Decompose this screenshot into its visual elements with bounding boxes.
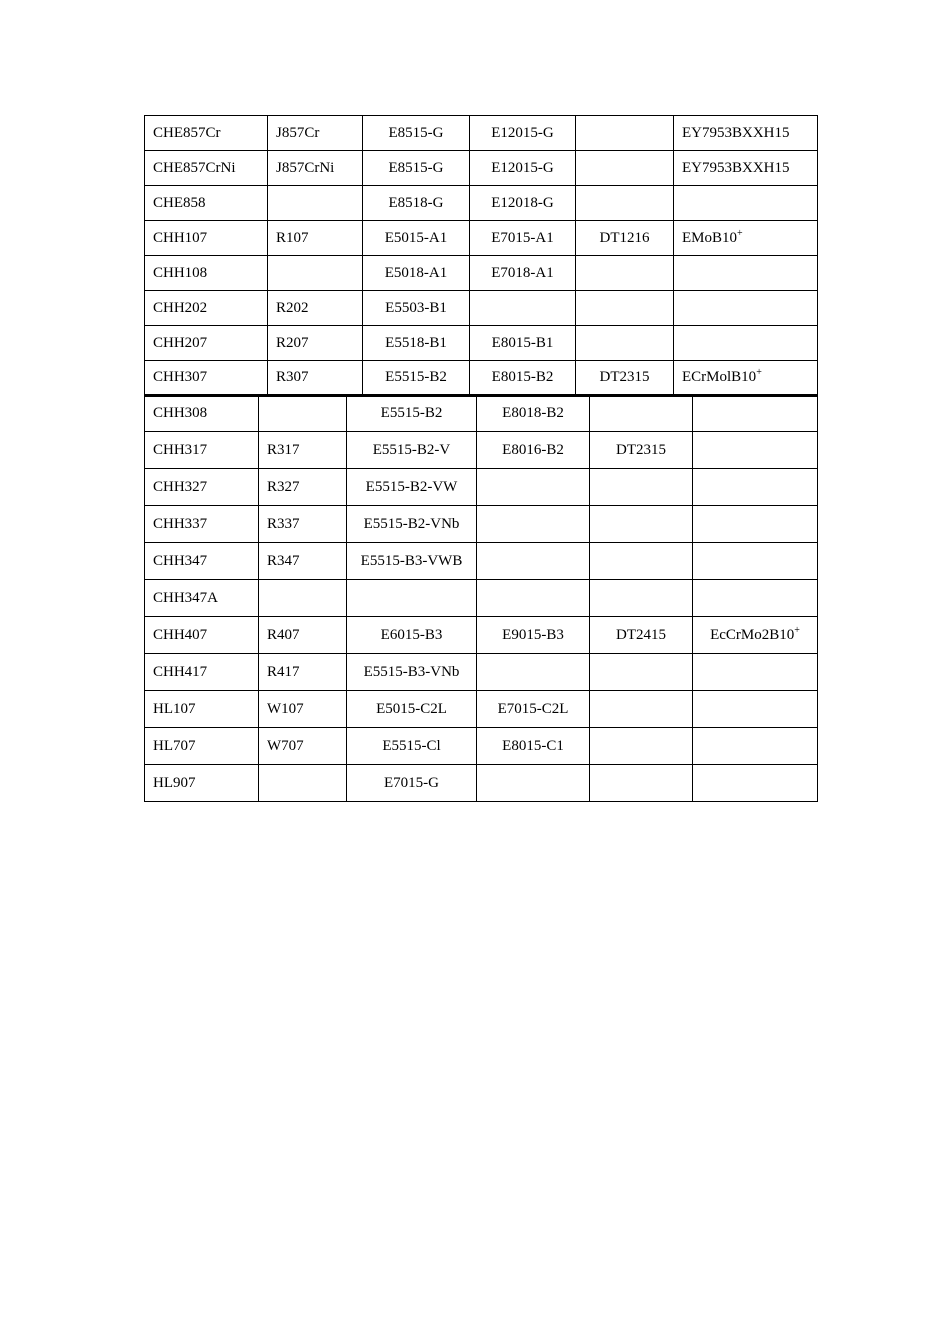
model-cell xyxy=(145,116,268,151)
aws-code-cell-text: E5515-B2-V xyxy=(372,441,451,458)
aws-code-cell-text: E8515-G xyxy=(388,159,444,176)
aws-code-cell-text: E8515-G xyxy=(388,124,444,141)
model-cell xyxy=(145,432,259,469)
aws-alt-code-cell-text: E12015-G xyxy=(491,124,554,141)
aws-code-cell-text: E5515-B2-VNb xyxy=(363,515,460,532)
table-row xyxy=(145,543,818,580)
model-cell-text: CHH407 xyxy=(153,626,208,643)
aws-code-cell-text: E5515-B2 xyxy=(380,404,443,421)
standard-code-cell xyxy=(693,469,818,506)
aws-alt-code-cell xyxy=(477,580,590,617)
model-cell-text: CHH108 xyxy=(153,264,208,281)
aws-alt-code-cell xyxy=(470,291,576,326)
table-top-body xyxy=(145,116,818,396)
table-row xyxy=(145,506,818,543)
standard-code-cell xyxy=(693,728,818,765)
superscript-mark: + xyxy=(737,227,743,239)
gb-code-cell-text: R207 xyxy=(276,334,309,351)
gb-code-cell-text: R317 xyxy=(267,441,300,458)
aws-code-cell-text: E6015-B3 xyxy=(380,626,443,643)
jis-code-cell xyxy=(590,543,693,580)
jis-code-cell xyxy=(590,580,693,617)
aws-alt-code-cell xyxy=(470,326,576,361)
table-row xyxy=(145,469,818,506)
gb-code-cell xyxy=(268,221,363,256)
aws-alt-code-cell-text: E8016-B2 xyxy=(502,441,564,458)
standard-code-cell xyxy=(693,580,818,617)
aws-alt-code-cell xyxy=(477,765,590,802)
table-row xyxy=(145,116,818,151)
aws-code-cell-text: E5515-Cl xyxy=(382,737,441,754)
gb-code-cell-text: R417 xyxy=(267,663,300,680)
aws-alt-code-cell xyxy=(470,361,576,396)
standard-code-cell xyxy=(693,395,818,432)
aws-alt-code-cell xyxy=(477,432,590,469)
aws-code-cell xyxy=(347,543,477,580)
aws-code-cell-text: E5515-B2 xyxy=(385,369,447,386)
aws-code-cell xyxy=(363,361,470,396)
gb-code-cell-text: R407 xyxy=(267,626,300,643)
aws-alt-code-cell xyxy=(470,116,576,151)
model-cell xyxy=(145,506,259,543)
jis-code-cell xyxy=(576,186,674,221)
model-cell xyxy=(145,361,268,396)
aws-alt-code-cell xyxy=(470,221,576,256)
gb-code-cell xyxy=(268,326,363,361)
aws-code-cell xyxy=(363,291,470,326)
table-row xyxy=(145,765,818,802)
gb-code-cell xyxy=(259,580,347,617)
aws-code-cell xyxy=(347,580,477,617)
gb-code-cell xyxy=(259,432,347,469)
aws-code-cell xyxy=(347,469,477,506)
aws-alt-code-cell xyxy=(470,151,576,186)
aws-alt-code-cell-text: E7015-A1 xyxy=(491,229,554,246)
gb-code-cell-text: W107 xyxy=(267,700,304,717)
aws-code-cell xyxy=(363,186,470,221)
gb-code-cell xyxy=(259,728,347,765)
model-cell xyxy=(145,580,259,617)
standard-code-cell xyxy=(674,256,818,291)
standard-code-cell xyxy=(674,151,818,186)
electrode-table-bottom xyxy=(144,394,818,802)
standard-code-cell xyxy=(674,186,818,221)
gb-code-cell xyxy=(259,691,347,728)
model-cell-text: CHH202 xyxy=(153,299,208,316)
gb-code-cell xyxy=(259,395,347,432)
aws-code-cell-text: E5518-B1 xyxy=(385,334,447,351)
standard-code-cell-text: ECrMolB10 xyxy=(682,369,757,386)
gb-code-cell-text: R337 xyxy=(267,515,300,532)
gb-code-cell xyxy=(259,654,347,691)
aws-alt-code-cell-text: E7015-C2L xyxy=(497,700,569,717)
table-bottom-body xyxy=(145,395,818,802)
aws-alt-code-cell-text: E12015-G xyxy=(491,159,554,176)
table-row xyxy=(145,256,818,291)
gb-code-cell xyxy=(259,543,347,580)
model-cell-text: CHH107 xyxy=(153,229,208,246)
model-cell-text: CHH207 xyxy=(153,334,208,351)
jis-code-cell xyxy=(590,765,693,802)
aws-alt-code-cell xyxy=(477,617,590,654)
standard-code-cell-text: EcCrMo2B10 xyxy=(710,626,795,643)
model-cell xyxy=(145,151,268,186)
table-row xyxy=(145,691,818,728)
aws-code-cell-text: E5015-A1 xyxy=(384,229,448,246)
model-cell xyxy=(145,469,259,506)
model-cell-text: CHH307 xyxy=(153,369,208,386)
standard-code-cell xyxy=(674,361,818,396)
standard-code-cell xyxy=(693,617,818,654)
aws-alt-code-cell xyxy=(470,256,576,291)
jis-code-cell xyxy=(590,728,693,765)
standard-code-cell xyxy=(693,765,818,802)
standard-code-cell xyxy=(693,506,818,543)
table-row xyxy=(145,432,818,469)
jis-code-cell xyxy=(576,361,674,396)
model-cell-text: HL907 xyxy=(153,774,196,791)
standard-code-cell xyxy=(674,326,818,361)
jis-code-cell-text: DT2415 xyxy=(616,626,666,643)
aws-alt-code-cell-text: E8018-B2 xyxy=(502,404,564,421)
aws-code-cell-text: E5515-B3-VWB xyxy=(360,552,463,569)
table-row xyxy=(145,221,818,256)
aws-code-cell xyxy=(347,506,477,543)
aws-code-cell xyxy=(347,728,477,765)
jis-code-cell xyxy=(590,469,693,506)
jis-code-cell xyxy=(576,291,674,326)
aws-alt-code-cell-text: E8015-C1 xyxy=(502,737,564,754)
superscript-mark: + xyxy=(756,367,762,379)
table-row xyxy=(145,617,818,654)
aws-alt-code-cell xyxy=(477,691,590,728)
aws-code-cell-text: E5503-B1 xyxy=(385,299,447,316)
model-cell-text: CHE858 xyxy=(153,194,206,211)
gb-code-cell-text: R107 xyxy=(276,229,309,246)
model-cell xyxy=(145,221,268,256)
table-row xyxy=(145,326,818,361)
model-cell-text: CHH347A xyxy=(153,589,219,606)
gb-code-cell xyxy=(259,765,347,802)
aws-alt-code-cell-text: E12018-G xyxy=(491,194,554,211)
model-cell-text: HL707 xyxy=(153,737,196,754)
gb-code-cell xyxy=(268,116,363,151)
model-cell-text: CHH337 xyxy=(153,515,208,532)
standard-code-cell-text: EMoB10 xyxy=(682,229,738,246)
standard-code-cell xyxy=(693,654,818,691)
model-cell xyxy=(145,291,268,326)
standard-code-cell xyxy=(674,221,818,256)
model-cell xyxy=(145,654,259,691)
aws-code-cell xyxy=(363,326,470,361)
model-cell-text: CHE857Cr xyxy=(153,124,221,141)
table-row xyxy=(145,151,818,186)
aws-code-cell xyxy=(347,395,477,432)
electrode-table-top xyxy=(144,115,818,397)
standard-code-cell xyxy=(693,691,818,728)
jis-code-cell xyxy=(576,326,674,361)
table-row xyxy=(145,395,818,432)
model-cell xyxy=(145,326,268,361)
model-cell xyxy=(145,691,259,728)
gb-code-cell-text: W707 xyxy=(267,737,304,754)
gb-code-cell-text: R202 xyxy=(276,299,309,316)
model-cell xyxy=(145,728,259,765)
table-row xyxy=(145,580,818,617)
gb-code-cell-text: J857Cr xyxy=(276,124,320,141)
aws-alt-code-cell xyxy=(477,543,590,580)
standard-code-cell-text: EY7953BXXH15 xyxy=(682,124,790,141)
jis-code-cell xyxy=(576,116,674,151)
gb-code-cell xyxy=(268,256,363,291)
aws-alt-code-cell xyxy=(477,506,590,543)
aws-code-cell-text: E5018-A1 xyxy=(384,264,448,281)
model-cell xyxy=(145,765,259,802)
aws-code-cell-text: E5015-C2L xyxy=(376,700,447,717)
aws-alt-code-cell xyxy=(477,395,590,432)
aws-alt-code-cell-text: E7018-A1 xyxy=(491,264,554,281)
aws-code-cell xyxy=(363,116,470,151)
gb-code-cell-text: R327 xyxy=(267,478,300,495)
model-cell-text: CHH308 xyxy=(153,404,208,421)
jis-code-cell xyxy=(590,432,693,469)
aws-alt-code-cell xyxy=(477,469,590,506)
aws-alt-code-cell xyxy=(477,654,590,691)
aws-code-cell xyxy=(347,765,477,802)
model-cell-text: CHH317 xyxy=(153,441,208,458)
standard-code-cell xyxy=(693,543,818,580)
aws-alt-code-cell-text: E8015-B2 xyxy=(491,369,554,386)
jis-code-cell xyxy=(590,506,693,543)
aws-code-cell-text: E5515-B2-VW xyxy=(365,478,458,495)
jis-code-cell-text: DT2315 xyxy=(616,441,666,458)
jis-code-cell xyxy=(590,654,693,691)
aws-code-cell-text: E7015-G xyxy=(384,774,439,791)
aws-code-cell xyxy=(347,617,477,654)
model-cell-text: CHE857CrNi xyxy=(153,159,236,176)
standard-code-cell xyxy=(674,291,818,326)
jis-code-cell-text: DT1216 xyxy=(599,229,650,246)
jis-code-cell-text: DT2315 xyxy=(599,369,650,386)
table-row xyxy=(145,728,818,765)
jis-code-cell xyxy=(576,151,674,186)
aws-code-cell-text: E5515-B3-VNb xyxy=(363,663,460,680)
aws-alt-code-cell-text: E9015-B3 xyxy=(502,626,564,643)
standard-code-cell-text: EY7953BXXH15 xyxy=(682,159,790,176)
aws-alt-code-cell xyxy=(470,186,576,221)
aws-code-cell xyxy=(363,221,470,256)
model-cell xyxy=(145,186,268,221)
table-row xyxy=(145,654,818,691)
gb-code-cell-text: R347 xyxy=(267,552,300,569)
gb-code-cell-text: R307 xyxy=(276,369,309,386)
aws-code-cell xyxy=(363,151,470,186)
model-cell xyxy=(145,617,259,654)
table-row xyxy=(145,291,818,326)
table-row xyxy=(145,361,818,396)
model-cell-text: CHH327 xyxy=(153,478,208,495)
jis-code-cell xyxy=(576,256,674,291)
superscript-mark: + xyxy=(794,624,800,636)
gb-code-cell xyxy=(268,186,363,221)
jis-code-cell xyxy=(576,221,674,256)
gb-code-cell xyxy=(268,291,363,326)
standard-code-cell xyxy=(693,432,818,469)
aws-code-cell xyxy=(347,432,477,469)
standard-code-cell xyxy=(674,116,818,151)
model-cell xyxy=(145,256,268,291)
gb-code-cell xyxy=(259,469,347,506)
model-cell-text: HL107 xyxy=(153,700,196,717)
gb-code-cell xyxy=(268,151,363,186)
gb-code-cell-text: J857CrNi xyxy=(276,159,335,176)
gb-code-cell xyxy=(259,617,347,654)
model-cell-text: CHH347 xyxy=(153,552,208,569)
aws-code-cell-text: E8518-G xyxy=(388,194,444,211)
jis-code-cell xyxy=(590,691,693,728)
aws-code-cell xyxy=(347,691,477,728)
gb-code-cell xyxy=(268,361,363,396)
gb-code-cell xyxy=(259,506,347,543)
jis-code-cell xyxy=(590,395,693,432)
jis-code-cell xyxy=(590,617,693,654)
aws-code-cell xyxy=(363,256,470,291)
table-row xyxy=(145,186,818,221)
model-cell xyxy=(145,395,259,432)
model-cell xyxy=(145,543,259,580)
aws-alt-code-cell-text: E8015-B1 xyxy=(491,334,554,351)
aws-code-cell xyxy=(347,654,477,691)
aws-alt-code-cell xyxy=(477,728,590,765)
model-cell-text: CHH417 xyxy=(153,663,208,680)
